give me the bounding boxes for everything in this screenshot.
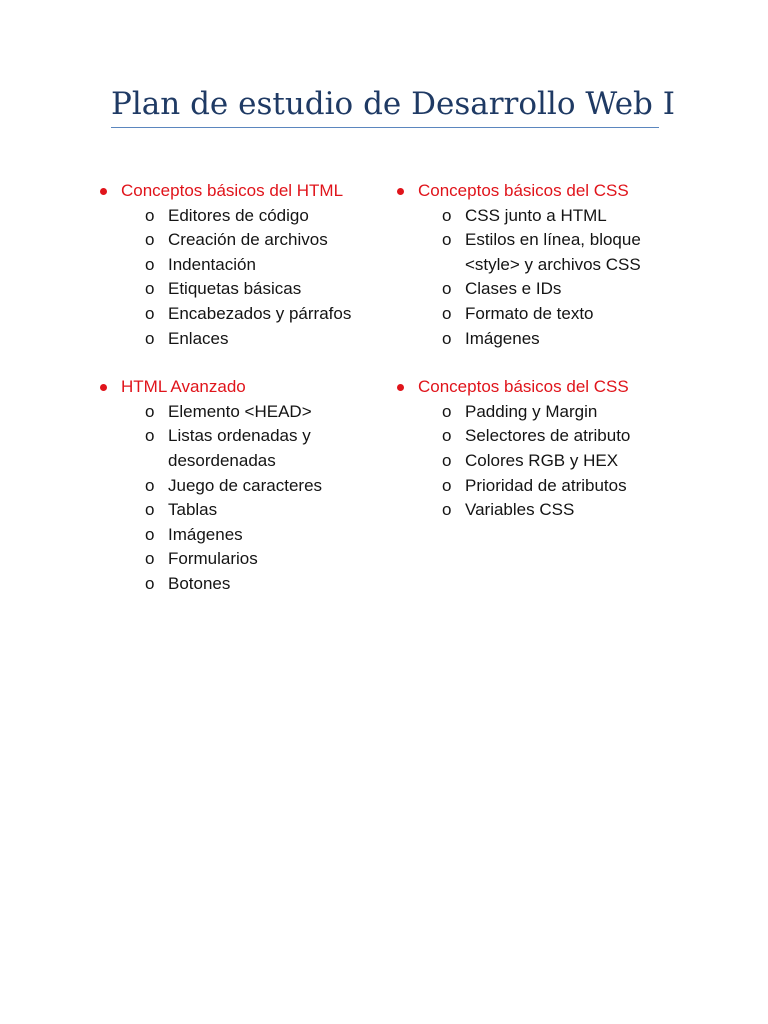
list-item: o Imágenes (395, 327, 685, 352)
circle-bullet-icon: o (442, 205, 452, 225)
topic-heading-text: Conceptos básicos del CSS (418, 181, 629, 200)
circle-bullet-icon: o (145, 279, 155, 299)
topic-html-advanced (98, 375, 388, 596)
topic-css-basics (395, 179, 685, 351)
list-item: o CSS junto a HTML (395, 204, 685, 229)
circle-bullet-icon: o (442, 475, 452, 495)
circle-bullet-icon: o (145, 401, 155, 421)
list-item: o Listas ordenadas y desordenadas (145, 426, 311, 470)
circle-bullet-icon: o (145, 426, 155, 446)
bullet-icon (100, 384, 107, 391)
circle-bullet-icon: o (145, 205, 155, 225)
circle-bullet-icon: o (442, 328, 452, 348)
bullet-icon (100, 188, 107, 195)
list-item: o Prioridad de atributos (395, 474, 685, 499)
list-item: o Estilos en línea, bloque <style> y archivos CSS (442, 230, 641, 274)
list-item: o Clases e IDs (395, 277, 685, 302)
list-item: o Etiquetas básicas (98, 277, 388, 302)
topic-heading (395, 179, 685, 204)
list-item: o Creación de archivos (98, 228, 388, 253)
list-item: o Variables CSS (395, 498, 685, 523)
circle-bullet-icon: o (442, 450, 452, 470)
circle-bullet-icon: o (145, 524, 155, 544)
circle-bullet-icon: o (442, 500, 452, 520)
list-item: o Padding y Margin (395, 400, 685, 425)
topic-heading (395, 375, 685, 400)
page-title: Plan de estudio de Desarrollo Web I (111, 86, 675, 122)
sub-list (98, 204, 388, 352)
circle-bullet-icon: o (442, 401, 452, 421)
bullet-icon (397, 384, 404, 391)
list-item: o Encabezados y párrafos (98, 302, 388, 327)
list-item: o Botones (98, 572, 388, 597)
circle-bullet-icon: o (442, 279, 452, 299)
circle-bullet-icon: o (145, 254, 155, 274)
list-item: o Editores de código (98, 204, 388, 229)
circle-bullet-icon: o (145, 500, 155, 520)
title-divider (111, 127, 659, 128)
list-item: o Formularios (98, 547, 388, 572)
list-item: o Tablas (98, 498, 388, 523)
list-item: o Juego de caracteres (98, 474, 388, 499)
list-item: o Imágenes (98, 523, 388, 548)
circle-bullet-icon: o (145, 573, 155, 593)
topic-heading-text: Conceptos básicos del HTML (121, 181, 344, 200)
topic-html-basics (98, 179, 388, 351)
list-item: o Colores RGB y HEX (395, 449, 685, 474)
circle-bullet-icon: o (145, 303, 155, 323)
circle-bullet-icon: o (442, 230, 452, 250)
topic-heading-text: HTML Avanzado (121, 377, 246, 397)
sub-list (98, 400, 388, 597)
circle-bullet-icon: o (145, 328, 155, 348)
list-item: o Elemento <HEAD> (98, 400, 388, 425)
circle-bullet-icon: o (145, 475, 155, 495)
sub-list (395, 400, 685, 523)
list-item: o Selectores de atributo (395, 424, 685, 449)
list-item: o Formato de texto (395, 302, 685, 327)
list-item: o Indentación (98, 253, 388, 278)
column-left (98, 179, 388, 621)
column-right (395, 179, 685, 547)
topic-heading-text: Conceptos básicos del CSS (418, 377, 629, 397)
circle-bullet-icon: o (145, 549, 155, 569)
circle-bullet-icon: o (442, 303, 452, 323)
topic-css-basics-2 (395, 375, 685, 523)
sub-list (395, 204, 685, 352)
topic-heading (98, 179, 388, 204)
topic-heading (98, 375, 388, 400)
circle-bullet-icon: o (442, 426, 452, 446)
bullet-icon (397, 188, 404, 195)
list-item: o Enlaces (98, 327, 388, 352)
circle-bullet-icon: o (145, 230, 155, 250)
